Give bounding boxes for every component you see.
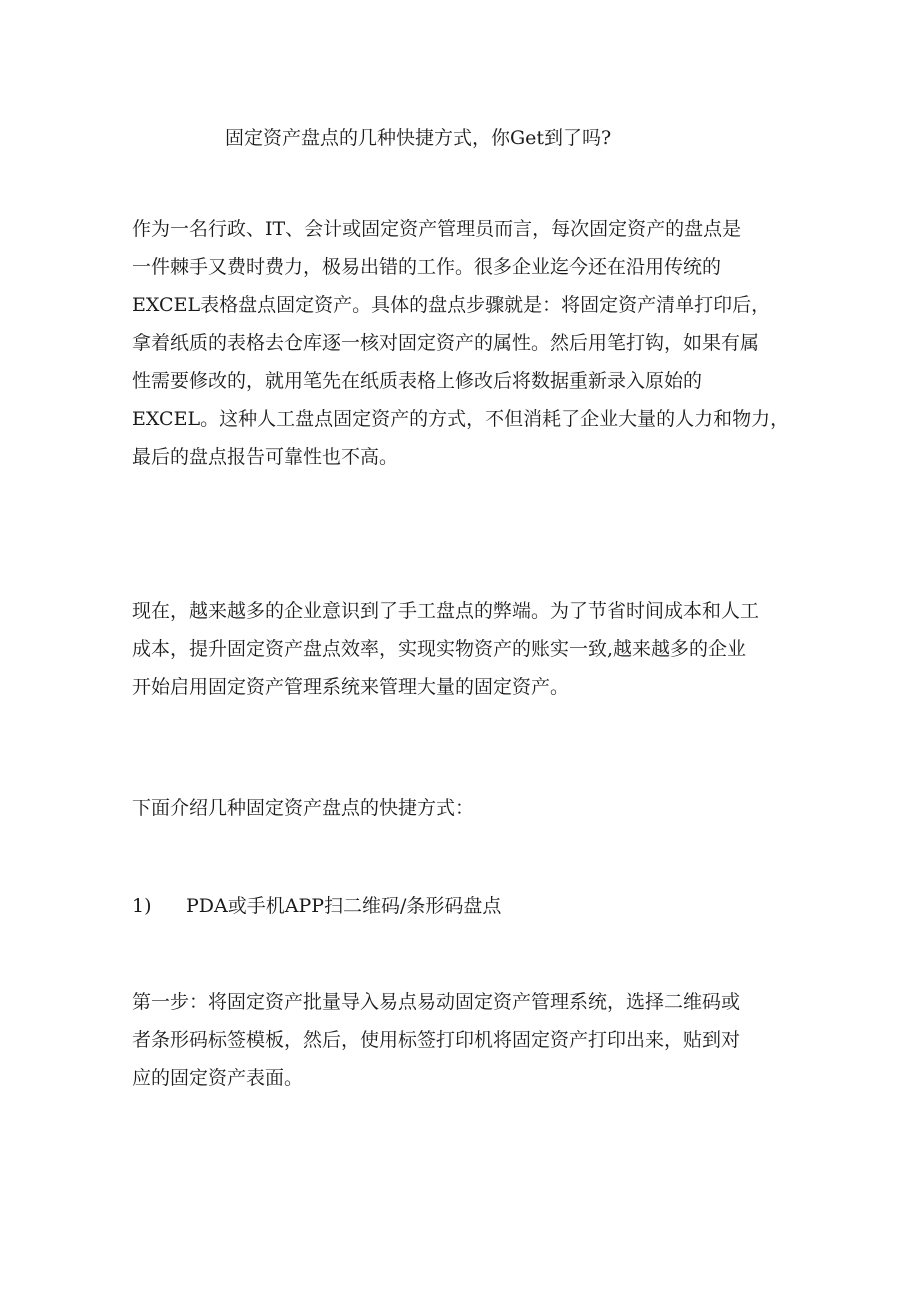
text-line: 最后的盘点报告可靠性也不高。 — [132, 446, 399, 468]
text-line: 一件棘手又费时费力，极易出错的工作。很多企业迄今还在沿用传统的 — [132, 256, 722, 278]
list-item-text: PDA或手机APP扫二维码/条形码盘点 — [186, 895, 502, 917]
list-item — [132, 887, 501, 925]
step-paragraph — [132, 983, 802, 1097]
intro-paragraph — [132, 210, 802, 476]
trend-paragraph — [132, 592, 802, 706]
document-title: 固定资产盘点的几种快捷方式，你Get到了吗? — [225, 127, 612, 149]
text-line: 开始启用固定资产管理系统来管理大量的固定资产。 — [132, 676, 570, 698]
text-line: EXCEL表格盘点固定资产。具体的盘点步骤就是：将固定资产清单打印后， — [132, 294, 771, 316]
list-item-number: 1) — [132, 895, 152, 917]
text-line: 现在，越来越多的企业意识到了手工盘点的弊端。为了节省时间成本和人工 — [132, 600, 760, 622]
text-line: 者条形码标签模板，然后，使用标签打印机将固定资产打印出来，贴到对 — [132, 1029, 741, 1051]
text-line: EXCEL。这种人工盘点固定资产的方式，不但消耗了企业大量的人力和物力， — [132, 408, 790, 430]
text-line: 应的固定资产表面。 — [132, 1067, 304, 1089]
text-line: 拿着纸质的表格去仓库逐一核对固定资产的属性。然后用笔打钩，如果有属 — [132, 332, 760, 354]
text-line: 性需要修改的，就用笔先在纸质表格上修改后将数据重新录入原始的 — [132, 370, 703, 392]
text-line: 作为一名行政、IT、会计或固定资产管理员而言，每次固定资产的盘点是 — [132, 218, 742, 240]
text-line: 成本，提升固定资产盘点效率，实现实物资产的账实一致,越来越多的企业 — [132, 638, 747, 660]
text-line: 第一步：将固定资产批量导入易点易动固定资产管理系统，选择二维码或 — [132, 991, 741, 1013]
text-line: 下面介绍几种固定资产盘点的快捷方式： — [132, 797, 475, 819]
section-intro-paragraph — [132, 789, 802, 827]
